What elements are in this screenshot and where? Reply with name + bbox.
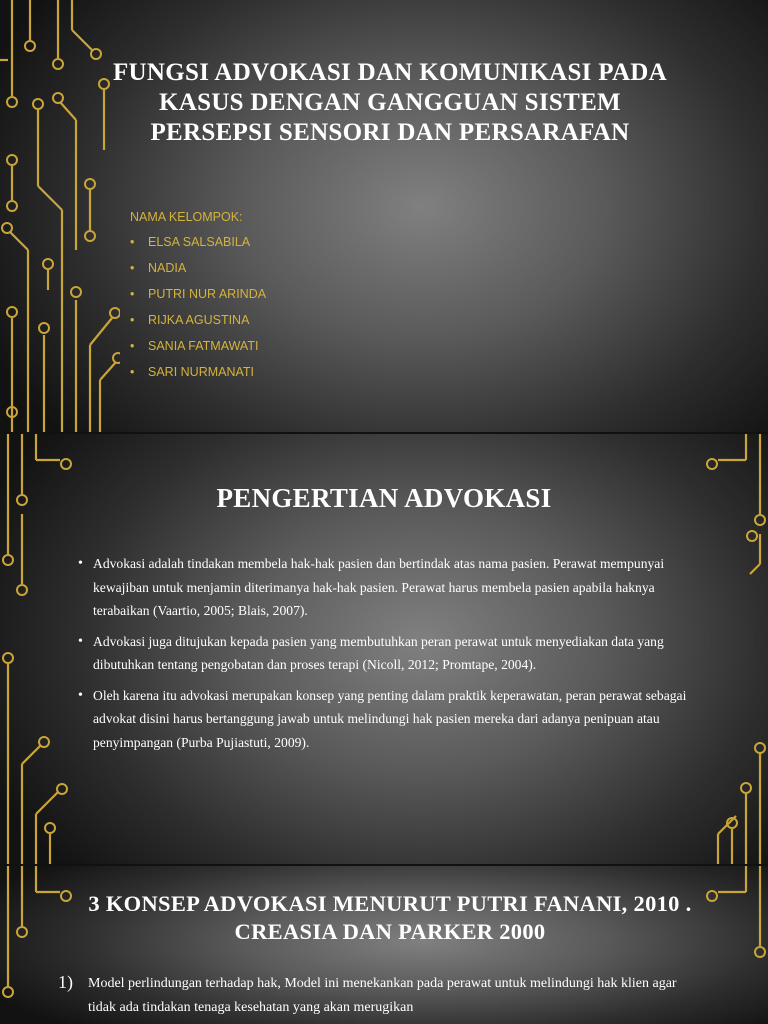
slide-konsep xyxy=(0,866,768,1024)
list-item: • Advokasi juga ditujukan kepada pasien yang membutuhkan peran perawat untuk menyediakan data yang dibutuhkan tentang pengobatan dan proses terapi (Nicoll, 2012; Promtape, 2004). xyxy=(78,630,698,677)
member-list xyxy=(130,234,266,390)
slide-title xyxy=(0,0,768,432)
slide-title-heading: FUNGSI ADVOKASI DAN KOMUNIKASI PADA KASUS DENGAN GANGGUAN SISTEM PERSEPSI SENSORI DAN PERSARAFAN xyxy=(112,59,668,146)
group-label: NAMA KELOMPOK: xyxy=(130,210,243,224)
member-item: • ELSA SALSABILA xyxy=(130,235,251,249)
bullet-icon: • xyxy=(78,556,83,571)
list-item: • Oleh karena itu advokasi merupakan konsep yang penting dalam praktik keperawatan, peran perawat sebagai advokat disini harus bertanggung jawab untuk melindungi hak pasien mereka dari adanya penipuan atau penyimpangan (Purba Pujiastuti, 2009). xyxy=(78,684,698,755)
slide-heading: 3 KONSEP ADVOKASI MENURUT PUTRI FANANI, 2010 . CREASIA DAN PARKER 2000 xyxy=(88,891,692,944)
member-item: • NADIA xyxy=(130,261,187,275)
member-item: • PUTRI NUR ARINDA xyxy=(130,287,267,301)
member-item: • SANIA FATMAWATI xyxy=(130,339,259,353)
member-item: • RIJKA AGUSTINA xyxy=(130,313,250,327)
bullet-icon: • xyxy=(78,633,83,649)
slide-heading: PENGERTIAN ADVOKASI xyxy=(216,483,552,513)
list-item: • Advokasi adalah tindakan membela hak-hak pasien dan bertindak atas nama pasien. Perawat mempunyai kewajiban untuk menjamin diterimanya hak-hak pasien. Perawat harus membela pasien apabila haknya terabaikan (Vaartio, 2005; Blais, 2007). xyxy=(78,552,698,623)
circuit-decoration-left xyxy=(0,0,120,432)
bullet-icon: • xyxy=(78,687,83,703)
definition-list xyxy=(78,552,698,761)
concept-list xyxy=(58,972,688,1020)
slide-pengertian xyxy=(0,434,768,864)
list-item: 1) Model perlindungan terhadap hak, Model ini menekankan pada perawat untuk melindungi hak klien agar tidak ada tindakan tenaga kesehatan yang akan merugikan xyxy=(58,972,677,1015)
member-item: • SARI NURMANATI xyxy=(130,365,255,379)
